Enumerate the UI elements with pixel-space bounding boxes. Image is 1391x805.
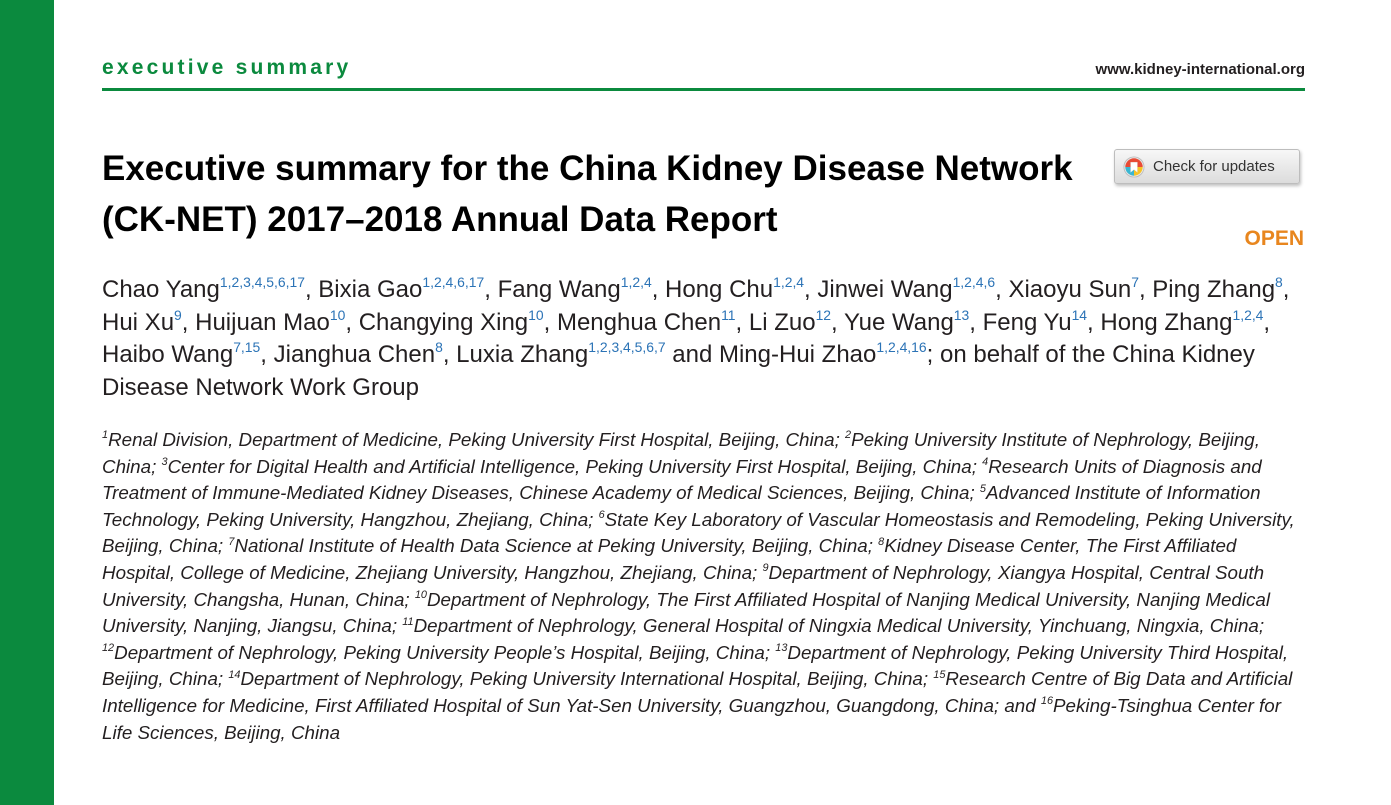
affiliation-text: Center for Digital Health and Artificial Intelligence, Peking University First Hospital, Beijing, China;	[167, 455, 977, 477]
section-label: executive summary	[102, 56, 352, 79]
affiliation-number: 14	[228, 668, 241, 681]
affiliation-text: Research Units of Diagnosis and Treatment of Immune-Mediated Kidney Diseases, Chinese Academy of Medical Sciences, Beijing, China;	[102, 455, 1262, 504]
affiliation-text: Peking University Institute of Nephrology, Beijing, China;	[102, 429, 1260, 477]
author-affiliation-marker[interactable]: 9	[174, 306, 182, 323]
author-affiliation-marker[interactable]: 1,2,3,4,5,6,17	[219, 274, 305, 291]
check-for-updates-button[interactable]	[1114, 149, 1300, 184]
author-name[interactable]: Feng Yu	[982, 308, 1072, 336]
author-affiliation-marker[interactable]: 1,2,4	[1232, 306, 1264, 323]
affiliation-number: 1	[102, 429, 109, 442]
author-name[interactable]: Haibo Wang	[102, 341, 234, 368]
author-name[interactable]: Jinwei Wang	[817, 276, 953, 303]
affiliation-number: 10	[414, 588, 427, 601]
affiliation-number: 8	[878, 535, 885, 548]
affiliation-text: Advanced Institute of Information Technology, Peking University, Hangzhou, Zhejiang, China;	[102, 482, 1261, 530]
author-affiliation-marker[interactable]: 10	[528, 306, 544, 323]
affiliation-text: Department of Nephrology, The First Affiliated Hospital of Nanjing Medical University, Nanjing Medical University, Nanjing, Jiangsu, China;	[102, 588, 1271, 637]
page-header	[102, 52, 1305, 91]
affiliation-number: 11	[402, 615, 414, 628]
author-affiliation-marker[interactable]: 11	[721, 306, 736, 323]
affiliation-number: 15	[933, 668, 946, 681]
author-affiliation-marker[interactable]: 1,2,4,16	[876, 339, 927, 356]
affiliation-text: Peking-Tsinghua Center for Life Sciences, Beijing, China	[102, 694, 1281, 743]
affiliation-text: National Institute of Health Data Science at Peking University, Beijing, China;	[234, 535, 873, 557]
author-affiliation-marker[interactable]: 8	[1275, 274, 1283, 291]
affiliation-text: State Key Laboratory of Vascular Homeostasis and Remodeling, Peking University, Beijing, China;	[102, 508, 1295, 557]
journal-side-band	[0, 0, 54, 805]
affiliation-text: Research Centre of Big Data and Artificial Intelligence for Medicine, First Affiliated Hospital of Sun Yat-Sen University, Guangzhou, Guangdong, China;	[102, 668, 1293, 716]
affiliation-number: 5	[979, 482, 986, 495]
author-name[interactable]: Changying Xing	[358, 308, 529, 336]
author-affiliation-marker[interactable]: 10	[329, 306, 346, 323]
affiliation-conjunction: and	[1004, 694, 1036, 716]
author-name[interactable]: Li Zuo	[748, 308, 816, 336]
journal-url-link[interactable]: www.kidney-international.org	[1095, 61, 1305, 78]
author-name[interactable]: Fang Wang	[497, 276, 621, 303]
author-affiliation-marker[interactable]: 1,2,4	[620, 274, 652, 291]
affiliation-number: 13	[775, 642, 788, 655]
author-name[interactable]: Chao Yang	[102, 276, 220, 303]
author-conjunction: and	[672, 341, 713, 368]
author-affiliation-marker[interactable]: 7,15	[233, 339, 261, 356]
affiliation-number: 4	[982, 455, 989, 468]
author-name[interactable]: Hui Xu	[102, 308, 175, 336]
author-name[interactable]: Hong Zhang	[1100, 308, 1233, 336]
affiliation-list	[102, 427, 1312, 746]
affiliation-number: 16	[1040, 695, 1054, 708]
author-affiliation-marker[interactable]: 8	[435, 339, 443, 356]
author-name[interactable]: Ping Zhang	[1152, 276, 1276, 303]
author-name[interactable]: Luxia Zhang	[456, 341, 589, 368]
author-affiliation-marker[interactable]: 14	[1071, 306, 1088, 323]
author-affiliation-marker[interactable]: 13	[953, 306, 970, 323]
author-name[interactable]: Yue Wang	[843, 308, 954, 336]
open-access-label: OPEN	[1244, 227, 1304, 250]
author-affiliation-marker[interactable]: 1,2,4	[773, 274, 805, 291]
author-name[interactable]: Jianghua Chen	[273, 341, 436, 368]
affiliation-number: 6	[598, 509, 605, 522]
author-affiliation-marker[interactable]: 1,2,4,6,17	[422, 274, 485, 291]
affiliation-text: Department of Nephrology, Peking University People’s Hospital, Beijing, China;	[114, 641, 771, 663]
article-title: Executive summary for the China Kidney Disease Network (CK-NET) 2017–2018 Annual Data Report	[102, 149, 1073, 239]
work-group-note: ; on behalf of the China Kidney Disease Network Work Group	[102, 341, 1255, 401]
affiliation-text: Department of Nephrology, Xiangya Hospital, Central South University, Changsha, Hunan, China;	[102, 561, 1265, 610]
author-affiliation-marker[interactable]: 12	[815, 306, 832, 323]
author-name[interactable]: Hong Chu	[665, 276, 774, 303]
affiliation-text: Department of Nephrology, Peking University Third Hospital, Beijing, China;	[102, 641, 1289, 690]
crossmark-icon	[1123, 156, 1145, 178]
author-name[interactable]: Ming-Hui Zhao	[718, 341, 877, 368]
affiliation-number: 2	[845, 429, 852, 442]
affiliation-text: Kidney Disease Center, The First Affiliated Hospital, College of Medicine, Zhejiang University, Hangzhou, Zhejiang, China;	[102, 535, 1237, 583]
author-name[interactable]: Menghua Chen	[556, 308, 722, 336]
affiliation-number: 9	[762, 562, 769, 575]
affiliation-text: Department of Nephrology, Peking University International Hospital, Beijing, China;	[240, 668, 929, 690]
author-list: Chao Yang$^{1,2,3,4,5,6,17}$, Bixia Gao$^{1,2,4,6,17}$, Fang Wang$^{1,2,4}$, Hong Chu$^{1,2,4}$, Jinwei Wang$^{1,2,4,6}$, Xiaoyu Sun$^7$, Ping Zhang$^8$, Hui Xu$^9$, Huijuan Mao$^{10}$, Changying Xing$^{10}$, Menghua Chen$^{11}$, Li Zuo$^{12}$, Yue Wang$^{13}$, Feng Yu$^{14}$, Hong Zhang$^{1,2,4}$, Haibo Wang$^{7,15}$, Jianghua Chen$^8$, Luxia Zhang$^{1,2,3,4,5,6,7}$ and Ming-Hui Zhao$^{1,2,4,16}$; on behalf of the China Kidney Disease Network Work Group	[102, 274, 1290, 401]
affiliation-text: Renal Division, Department of Medicine, Peking University First Hospital, Beijing, China;	[108, 429, 840, 450]
affiliation-number: 3	[161, 455, 168, 468]
affiliation-number: 7	[228, 535, 235, 548]
check-for-updates-label: Check for updates	[1153, 158, 1275, 175]
author-name[interactable]: Bixia Gao	[318, 276, 423, 303]
author-affiliation-marker[interactable]: 1,2,3,4,5,6,7	[588, 339, 666, 356]
affiliation-number: 12	[102, 642, 115, 655]
author-affiliation-marker[interactable]: 7	[1131, 274, 1139, 291]
author-name[interactable]: Huijuan Mao	[195, 308, 330, 336]
affiliation-text: Department of Nephrology, General Hospital of Ningxia Medical University, Yinchuang, Ningxia, China;	[413, 615, 1265, 637]
author-affiliation-marker[interactable]: 1,2,4,6	[952, 274, 996, 291]
author-name[interactable]: Xiaoyu Sun	[1008, 276, 1132, 303]
